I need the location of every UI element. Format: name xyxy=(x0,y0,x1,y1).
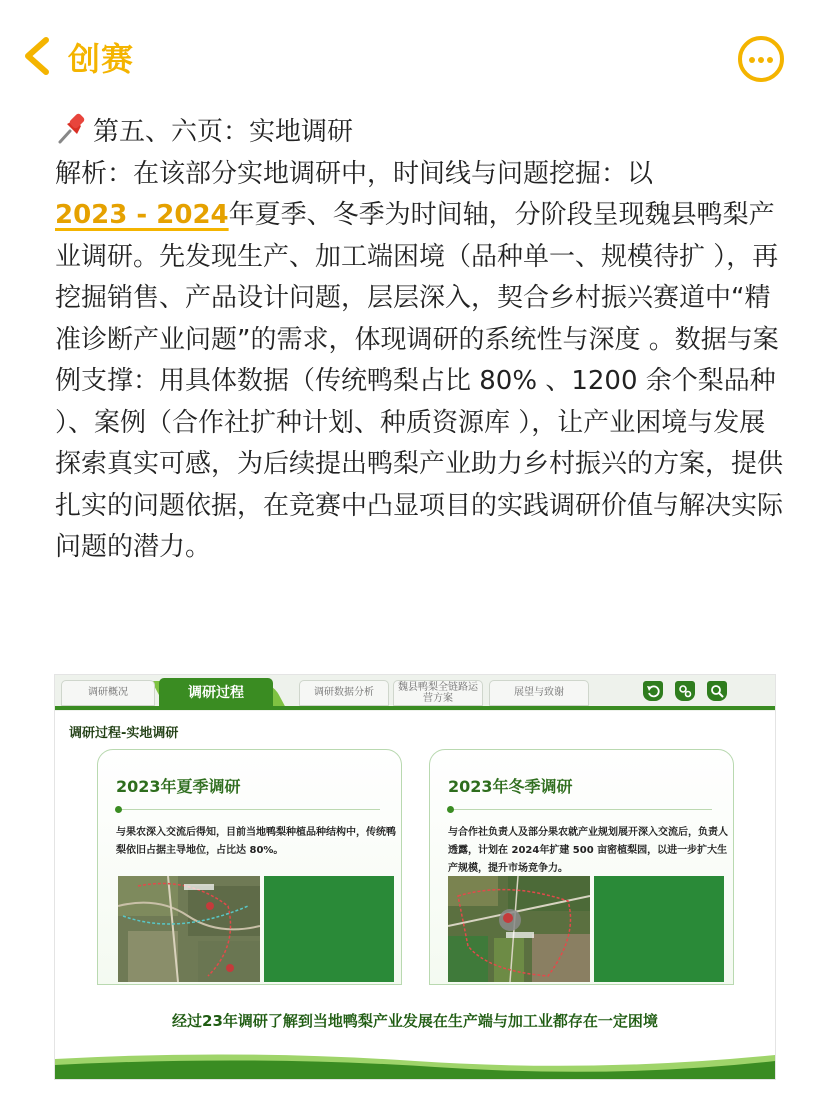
undo-button[interactable] xyxy=(643,681,663,701)
tab-bar-underline xyxy=(55,706,775,710)
card-text: 与果农深入交流后得知，目前当地鸭梨种植品种结构中，传统鸭梨依旧占据主导地位，占比达 80%。 xyxy=(116,827,396,856)
year-range-link[interactable]: 2023 - 2024 xyxy=(55,200,229,230)
card-divider-dot xyxy=(447,806,454,813)
more-options-button[interactable] xyxy=(738,36,784,82)
satellite-map-image xyxy=(448,876,590,982)
card-divider xyxy=(118,809,380,810)
post-body xyxy=(55,112,785,569)
back-arrow-icon[interactable] xyxy=(20,36,56,76)
slide-screenshot[interactable] xyxy=(54,674,776,1080)
nav-title: 创赛 xyxy=(68,40,135,78)
summer-survey-card xyxy=(97,749,402,985)
slide-tab-bar xyxy=(55,675,775,711)
settings-button[interactable] xyxy=(675,681,695,701)
green-image-placeholder xyxy=(594,876,724,982)
search-icon xyxy=(710,684,724,698)
paragraph-rest: 年夏季、冬季为时间轴，分阶段呈现魏县鸭梨产业调研。先发现生产、加工端困境（品种单一、规模待扩 ），再挖掘销售、产品设计问题，层层深入，契合乡村振兴赛道中“精准诊断产业问题”的需求，体现调研的系统性与深度 。数据与案例支撑：用具体数据（传统鸭梨占比 80% 、1200 余个梨品种 ）、案例（合作社扩种计划、种质资源库 ），让产业困境与发展探索真实可感，为后续提出鸭梨产业助力乡村振兴的方案，提供扎实的问题依据，在竞赛中凸显项目的实践调研价值与解决实际问题的潜力。 xyxy=(55,200,784,562)
slide-section-title: 调研过程-实地调研 xyxy=(69,726,179,741)
search-button[interactable] xyxy=(707,681,727,701)
settings-icon xyxy=(678,684,692,698)
post-paragraph xyxy=(55,154,785,569)
card-divider-dot xyxy=(115,806,122,813)
paragraph-prefix: 解析：在该部分实地调研中，时间线与问题挖掘：以 xyxy=(55,158,654,189)
tab-survey-overview[interactable]: 调研概况 xyxy=(61,680,155,706)
card-title: 2023年冬季调研 xyxy=(448,777,573,796)
undo-icon xyxy=(646,684,660,698)
top-nav-bar xyxy=(0,0,828,110)
tab-outlook-thanks[interactable]: 展望与致谢 xyxy=(489,680,589,706)
post-heading-line xyxy=(55,112,785,154)
winter-survey-card xyxy=(429,749,734,985)
card-text: 与合作社负责人及部分果农就产业规划展开深入交流后，负责人透露，计划在 2024年扩建 500 亩密植梨园，以进一步扩大生产规模，提升市场竞争力。 xyxy=(448,827,728,874)
card-title: 2023年夏季调研 xyxy=(116,777,241,796)
satellite-map-image xyxy=(118,876,260,982)
tab-survey-process[interactable]: 调研过程 xyxy=(159,678,273,708)
tab-data-analysis[interactable]: 调研数据分析 xyxy=(299,680,389,706)
bottom-wave-decoration xyxy=(55,1045,775,1079)
slide-conclusion: 经过23年调研了解到当地鸭梨产业发展在生产端与加工业都存在一定困境 xyxy=(172,1012,658,1030)
green-image-placeholder xyxy=(264,876,394,982)
tab-operation-plan[interactable]: 魏县鸭梨全链路运营方案 xyxy=(393,680,483,706)
post-heading: 第五、六页：实地调研 xyxy=(93,117,354,147)
card-divider xyxy=(450,809,712,810)
pushpin-icon xyxy=(55,112,89,146)
